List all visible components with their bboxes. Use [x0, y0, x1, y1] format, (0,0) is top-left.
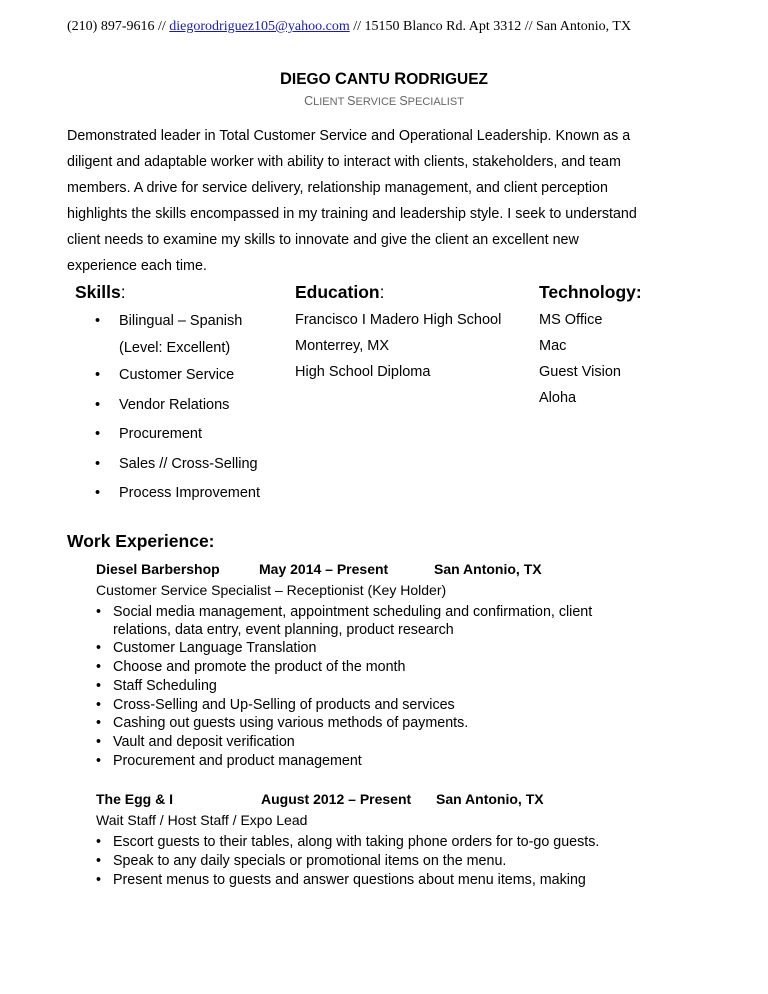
- job-role: Wait Staff / Host Staff / Expo Lead: [96, 812, 308, 828]
- work-experience-heading: Work Experience:: [67, 531, 215, 551]
- skills-heading: Skills:: [75, 282, 126, 302]
- job-company: Diesel Barbershop: [96, 561, 220, 577]
- job-dates: May 2014 – Present: [259, 561, 389, 577]
- job-title: CLIENT SERVICE SPECIALIST: [304, 94, 464, 108]
- skill-item: Bilingual – Spanish: [119, 313, 243, 329]
- education-item: Francisco I Madero High School: [295, 312, 502, 328]
- bullet-icon: •: [95, 367, 101, 383]
- address: 15150 Blanco Rd. Apt 3312 // San Antonio, TX: [364, 19, 632, 34]
- technology-item: Mac: [539, 338, 567, 354]
- resume-name: DIEGO CANTU RODRIGUEZ: [279, 70, 489, 88]
- technology-item: MS Office: [539, 312, 603, 328]
- summary-line: experience each time.: [67, 258, 207, 274]
- education-heading: Education:: [295, 282, 385, 302]
- bullet-icon: •: [95, 426, 101, 442]
- education-item: High School Diploma: [295, 364, 431, 380]
- bullet-icon: •: [95, 456, 101, 472]
- email-link[interactable]: diegorodriguez105@yahoo.com: [169, 19, 350, 34]
- job-role: Customer Service Specialist – Receptionist (Key Holder): [96, 582, 447, 598]
- skill-item: Procurement: [119, 426, 203, 442]
- summary-line: diligent and adaptable worker with ability to interact with clients, stakeholders, and team: [67, 154, 621, 170]
- summary-line: client needs to examine my skills to innovate and give the client an excellent new: [67, 232, 579, 248]
- job-company: The Egg & I: [96, 791, 173, 807]
- contact-line: [67, 19, 631, 35]
- skill-item: Vendor Relations: [119, 397, 230, 413]
- job-location: San Antonio, TX: [436, 791, 544, 807]
- skill-item: (Level: Excellent): [119, 340, 231, 356]
- summary-line: Demonstrated leader in Total Customer Service and Operational Leadership. Known as a: [67, 128, 631, 144]
- summary: [67, 123, 677, 279]
- technology-item: Guest Vision: [539, 364, 621, 380]
- skill-item: Process Improvement: [119, 485, 261, 501]
- summary-line: members. A drive for service delivery, relationship management, and client perception: [67, 180, 608, 196]
- summary-line: highlights the skills encompassed in my training and leadership style. I seek to understand: [67, 206, 637, 222]
- bullet-icon: •: [95, 397, 101, 413]
- job-location: San Antonio, TX: [434, 561, 542, 577]
- technology-item: Aloha: [539, 390, 577, 406]
- bullet-icon: •: [95, 313, 101, 329]
- phone: (210) 897-9616: [67, 19, 155, 34]
- bullet-icon: •: [95, 485, 101, 501]
- separator: //: [349, 19, 365, 34]
- skill-item: Customer Service: [119, 367, 235, 383]
- separator: //: [154, 19, 170, 34]
- skill-item: Sales // Cross-Selling: [119, 456, 258, 472]
- education-item: Monterrey, MX: [295, 338, 390, 354]
- job-dates: August 2012 – Present: [261, 791, 412, 807]
- technology-heading: Technology:: [539, 282, 642, 302]
